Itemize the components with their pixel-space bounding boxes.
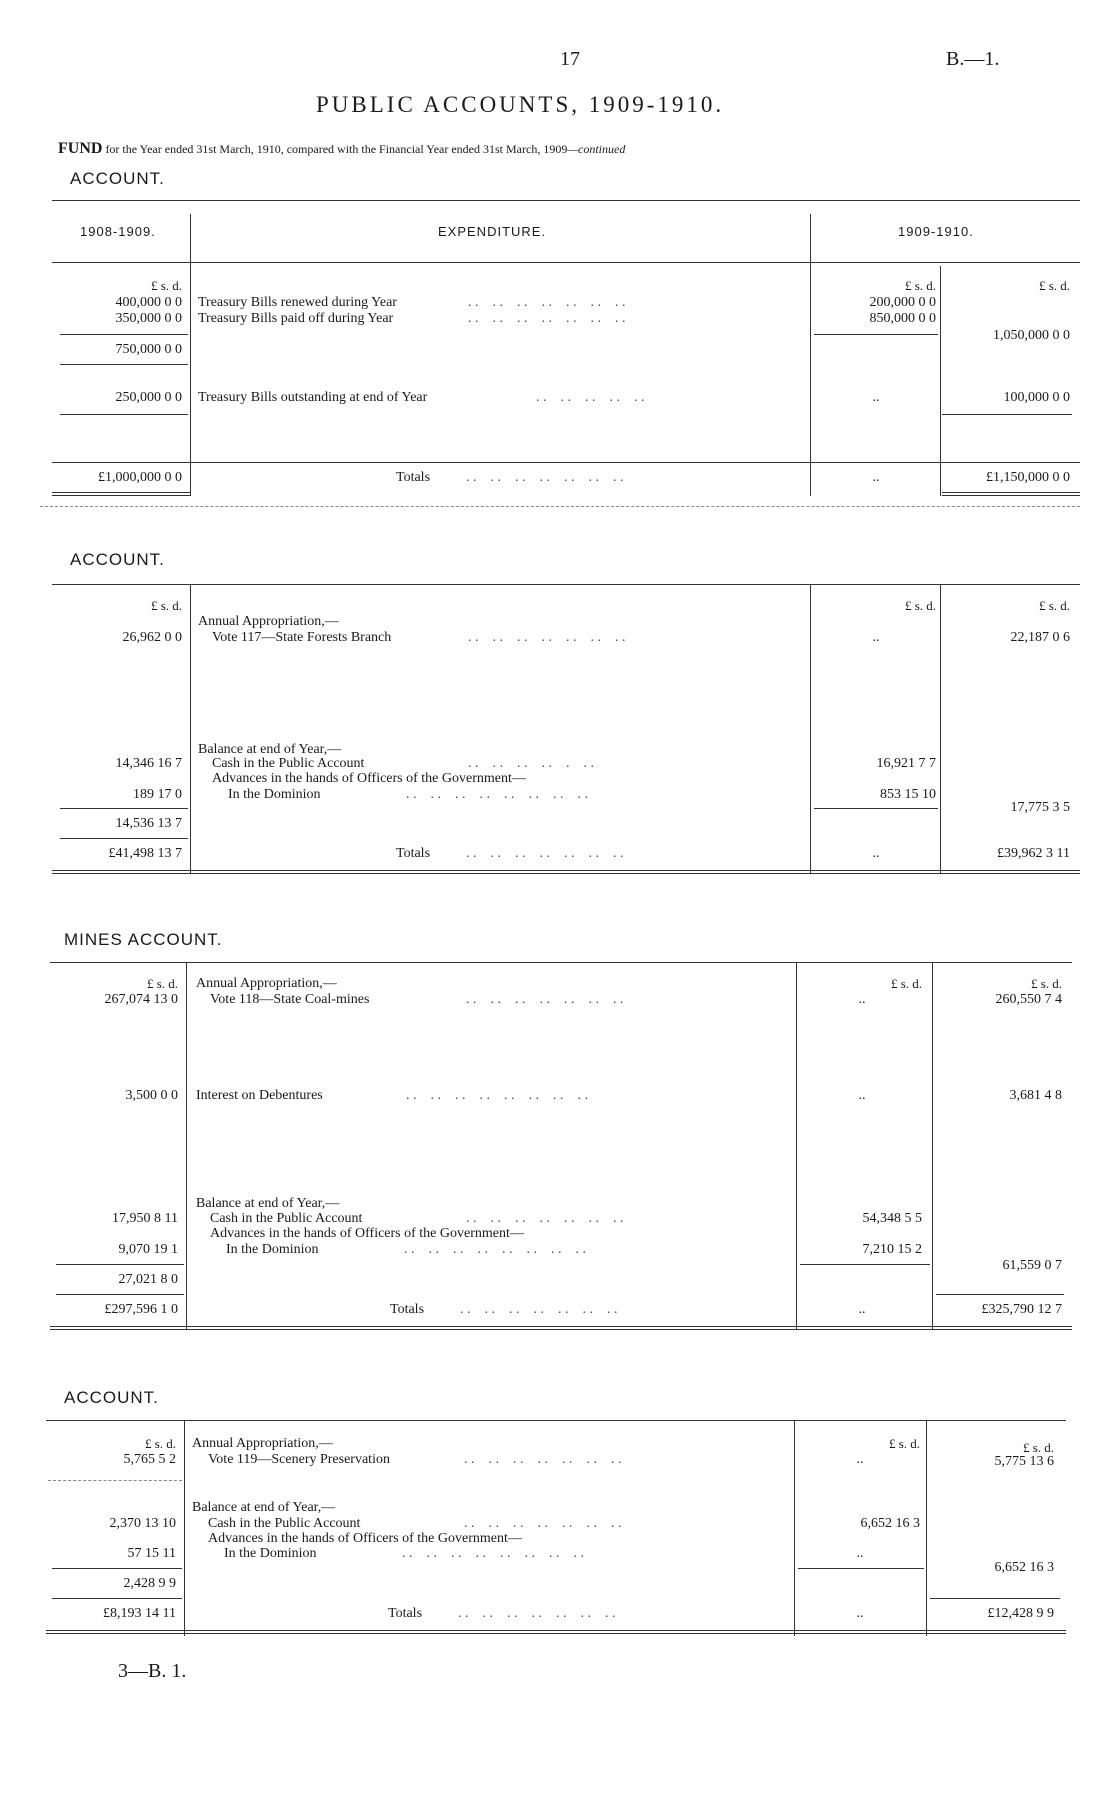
total-det: .. xyxy=(858,1302,866,1317)
fund-word: FUND xyxy=(58,140,103,157)
advances-label: Advances in the hands of Officers of the Government— xyxy=(208,1531,522,1546)
total-det: .. xyxy=(872,470,880,485)
units-prev: £ s. d. xyxy=(146,976,178,991)
page-title: PUBLIC ACCOUNTS, 1909-1910. xyxy=(316,92,725,117)
dominion-det: 7,210 15 2 xyxy=(862,1242,922,1257)
leader-dots: . . . . . . . . . . xyxy=(536,390,645,405)
balance-cur: 61,559 0 7 xyxy=(1002,1258,1062,1273)
totals-label: Totals xyxy=(396,846,431,861)
sheet-reference: 3—B. 1. xyxy=(118,1660,187,1682)
col-1909-1910: 1909-1910. xyxy=(898,224,974,239)
units-cur: £ s. d. xyxy=(1022,1440,1054,1455)
units-prev: £ s. d. xyxy=(144,1436,176,1451)
totals-label: Totals xyxy=(388,1606,423,1621)
interest-cur: 3,681 4 8 xyxy=(1009,1088,1062,1103)
vote-det: .. xyxy=(858,992,866,1007)
cash-det: 6,652 16 3 xyxy=(860,1516,920,1531)
units-det: £ s. d. xyxy=(888,1436,920,1451)
vote-cur: 22,187 0 6 xyxy=(1010,630,1070,645)
table-row: Treasury Bills renewed during Year xyxy=(198,295,397,310)
col-1908-1909: 1908-1909. xyxy=(80,224,156,239)
total-det: .. xyxy=(872,846,880,861)
leader-dots: . . . . . . . . . . . . . . xyxy=(466,1211,624,1226)
total-cur: £1,150,000 0 0 xyxy=(986,470,1070,485)
total-cur: £12,428 9 9 xyxy=(987,1606,1054,1621)
units-cur: £ s. d. xyxy=(1038,278,1070,293)
leader-dots: . . . . . . . . . . . . . . xyxy=(468,630,626,645)
vote-det: .. xyxy=(856,1452,864,1467)
vote-prev: 26,962 0 0 xyxy=(122,630,182,645)
dominion-prev: 9,070 19 1 xyxy=(118,1242,178,1257)
section-3-heading: MINES ACCOUNT. xyxy=(64,930,223,949)
balance-label: Balance at end of Year,— xyxy=(196,1196,340,1211)
leader-dots: . . . . . . . . . . . . . . . . xyxy=(406,787,588,802)
outstanding-label: Treasury Bills outstanding at end of Year xyxy=(198,390,428,405)
leader-dots: . . . . . . . . . . . . . . . . xyxy=(402,1546,584,1561)
total-det: .. xyxy=(856,1606,864,1621)
vote-cur: 260,550 7 4 xyxy=(995,992,1062,1007)
vote-det: .. xyxy=(872,630,880,645)
balance-label: Balance at end of Year,— xyxy=(192,1500,336,1515)
units-det: £ s. d. xyxy=(904,278,936,293)
vote-label: Vote 119—Scenery Preservation xyxy=(208,1452,390,1467)
balance-cur: 6,652 16 3 xyxy=(994,1560,1054,1575)
advances-label: Advances in the hands of Officers of the Government— xyxy=(210,1226,524,1241)
table-row: Treasury Bills paid off during Year xyxy=(198,311,394,326)
leader-dots: . . . . . . . . . . . . . . xyxy=(468,311,626,326)
cash-det: 54,348 5 5 xyxy=(862,1211,922,1226)
cash-det: 16,921 7 7 xyxy=(876,756,936,771)
appropriation-label: Annual Appropriation,— xyxy=(192,1436,333,1451)
leader-dots: . . . . . . . . . . . . . . . . xyxy=(406,1088,588,1103)
balance-label: Balance at end of Year,— xyxy=(198,742,342,757)
leader-dots: . . . . . . . . . . . . . . xyxy=(464,1516,622,1531)
vote-cur: 5,775 13 6 xyxy=(994,1454,1054,1469)
document-reference: B.—1. xyxy=(946,48,1000,70)
vote-label: Vote 118—State Coal-mines xyxy=(210,992,370,1007)
leader-dots: . . . . . . . . . . . xyxy=(468,756,594,771)
interest-label: Interest on Debentures xyxy=(196,1088,323,1103)
total-prev: £297,596 1 0 xyxy=(104,1302,178,1317)
subtotal-prev: 750,000 0 0 xyxy=(115,342,182,357)
totals-label: Totals xyxy=(390,1302,425,1317)
cash-label: Cash in the Public Account xyxy=(208,1516,361,1531)
appropriation-label: Annual Appropriation,— xyxy=(196,976,337,991)
total-cur: £39,962 3 11 xyxy=(997,846,1070,861)
page-number: 17 xyxy=(560,48,580,70)
total-prev: £41,498 13 7 xyxy=(108,846,182,861)
outstanding-prev: 250,000 0 0 xyxy=(115,390,182,405)
leader-dots: . . . . . . . . . . . . . . xyxy=(468,295,626,310)
table-row: 200,000 0 0 xyxy=(869,295,936,310)
cash-label: Cash in the Public Account xyxy=(210,1211,363,1226)
cash-prev: 17,950 8 11 xyxy=(112,1211,178,1226)
section-1-heading: ACCOUNT. xyxy=(70,169,165,188)
total-prev: £1,000,000 0 0 xyxy=(98,470,182,485)
table-row: 850,000 0 0 xyxy=(869,311,936,326)
fund-suffix: —continued xyxy=(567,142,626,156)
leader-dots: . . . . . . . . . . . . . . xyxy=(466,992,624,1007)
units-prev: £ s. d. xyxy=(150,598,182,613)
units-cur: £ s. d. xyxy=(1030,976,1062,991)
units-det: £ s. d. xyxy=(904,598,936,613)
table-row: 350,000 0 0 xyxy=(115,311,182,326)
dominion-prev: 57 15 11 xyxy=(127,1546,176,1561)
advances-label: Advances in the hands of Officers of the Government— xyxy=(212,771,526,786)
subtotal-cur: 1,050,000 0 0 xyxy=(993,328,1070,343)
leader-dots: . . . . . . . . . . . . . . xyxy=(464,1452,622,1467)
balance-prev: 14,536 13 7 xyxy=(115,816,182,831)
dominion-prev: 189 17 0 xyxy=(133,787,182,802)
cash-label: Cash in the Public Account xyxy=(212,756,365,771)
dominion-label: In the Dominion xyxy=(228,787,321,802)
fund-text: for the Year ended 31st March, 1910, compared with the Financial Year ended 31st March, 1909 xyxy=(105,142,568,156)
outstanding-cur: 100,000 0 0 xyxy=(1003,390,1070,405)
table-row: 400,000 0 0 xyxy=(115,295,182,310)
leader-dots: . . . . . . . . . . . . . . xyxy=(460,1302,618,1317)
outstanding-det: .. xyxy=(872,390,880,405)
col-expenditure: EXPENDITURE. xyxy=(438,224,547,239)
fund-line xyxy=(58,140,625,158)
dominion-label: In the Dominion xyxy=(224,1546,317,1561)
dominion-label: In the Dominion xyxy=(226,1242,319,1257)
cash-prev: 2,370 13 10 xyxy=(109,1516,176,1531)
interest-det: .. xyxy=(858,1088,866,1103)
balance-cur: 17,775 3 5 xyxy=(1010,800,1070,815)
leader-dots: . . . . . . . . . . . . . . xyxy=(466,470,624,485)
appropriation-label: Annual Appropriation,— xyxy=(198,614,339,629)
total-cur: £325,790 12 7 xyxy=(981,1302,1062,1317)
balance-prev: 27,021 8 0 xyxy=(118,1272,178,1287)
balance-prev: 2,428 9 9 xyxy=(123,1576,176,1591)
vote-prev: 267,074 13 0 xyxy=(104,992,178,1007)
leader-dots: . . . . . . . . . . . . . . . . xyxy=(404,1242,586,1257)
cash-prev: 14,346 16 7 xyxy=(115,756,182,771)
leader-dots: . . . . . . . . . . . . . . xyxy=(458,1606,616,1621)
units-cur: £ s. d. xyxy=(1038,598,1070,613)
total-prev: £8,193 14 11 xyxy=(103,1606,176,1621)
section-4-heading: ACCOUNT. xyxy=(64,1388,159,1407)
units-det: £ s. d. xyxy=(890,976,922,991)
leader-dots: . . . . . . . . . . . . . . xyxy=(466,846,624,861)
vote-prev: 5,765 5 2 xyxy=(123,1452,176,1467)
totals-label: Totals xyxy=(396,470,431,485)
interest-prev: 3,500 0 0 xyxy=(125,1088,178,1103)
vote-label: Vote 117—State Forests Branch xyxy=(212,630,392,645)
dominion-det: .. xyxy=(856,1546,864,1561)
section-2-heading: ACCOUNT. xyxy=(70,550,165,569)
dominion-det: 853 15 10 xyxy=(880,787,936,802)
units-prev: £ s. d. xyxy=(150,278,182,293)
